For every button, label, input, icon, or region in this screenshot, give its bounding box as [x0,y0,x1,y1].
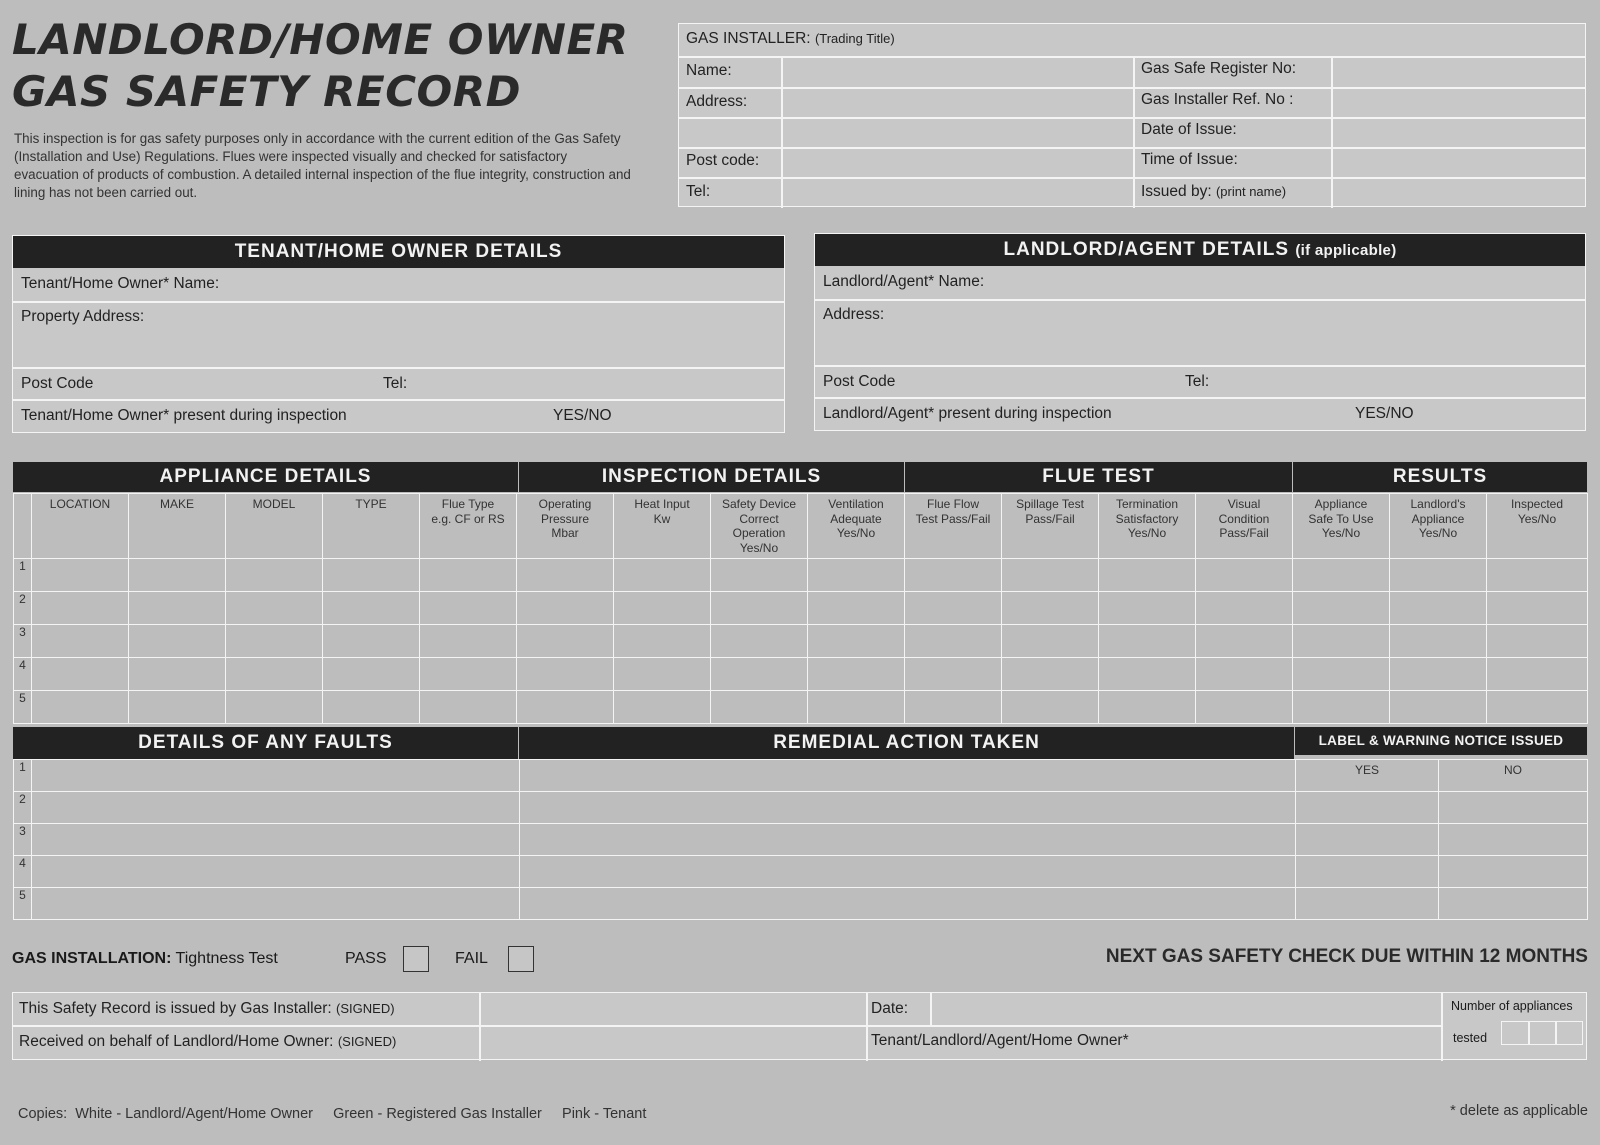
appliance-column-header [1196,494,1293,559]
next-check-notice: NEXT GAS SAFETY CHECK DUE WITHIN 12 MONTHS [1105,946,1588,967]
copy-pink: Pink - Tenant [562,1106,647,1122]
appliance-cell[interactable] [711,691,808,724]
column-header-line: Operating [538,497,592,511]
fail-checkbox[interactable] [508,946,534,972]
column-header-line: Appliance [1411,511,1465,526]
column-header-line: MODEL [252,497,296,511]
landlord-heading [815,234,1585,266]
landlord-heading-text: LANDLORD/AGENT DETAILS [1003,239,1290,260]
column-header-line: Heat Input [634,497,690,511]
label-yes-cell[interactable] [1296,792,1439,824]
appliance-cell[interactable] [226,592,323,625]
gas-installation-label: GAS INSTALLATION: [12,950,172,967]
landlord-box [814,233,1586,431]
column-header-line: Spillage Test [1016,497,1084,511]
appliance-cell[interactable] [1099,625,1196,658]
appliance-cell[interactable] [323,691,420,724]
pass-checkbox[interactable] [403,946,429,972]
tenant-present-label: Tenant/Home Owner* present during inspection [21,407,347,424]
ref-no-label: Gas Installer Ref. No : [1141,91,1294,108]
column-header-line: Pressure [540,511,590,526]
appliance-cell[interactable] [129,691,226,724]
appliance-cell[interactable] [614,559,711,592]
appliance-row [14,559,1588,592]
row-number: 2 [14,592,32,625]
appliance-cell[interactable] [1293,625,1390,658]
appliance-cell[interactable] [711,658,808,691]
appliance-cell[interactable] [1002,691,1099,724]
copy-white: White - Landlord/Agent/Home Owner [75,1106,313,1122]
fault-details-cell[interactable] [32,824,520,856]
appliance-column-header [226,494,323,559]
appliance-cell[interactable] [808,691,905,724]
column-header-line: Condition [1218,511,1270,526]
fault-details-cell[interactable] [32,856,520,888]
appliance-cell[interactable] [226,559,323,592]
column-header-line: Visual [1227,497,1261,511]
appliance-cell[interactable] [1196,625,1293,658]
column-header-line: Flue Type [441,497,495,511]
label-no-cell[interactable] [1439,824,1588,856]
appliance-cell[interactable] [1390,658,1487,691]
appliance-cell[interactable] [1390,592,1487,625]
appliance-cell[interactable] [1196,559,1293,592]
appliance-row [14,691,1588,724]
row-number: 3 [14,625,32,658]
remedial-heading: REMEDIAL ACTION TAKEN [519,727,1294,759]
appliance-column-header [1099,494,1196,559]
appliance-cell[interactable] [808,625,905,658]
column-header-line: Pass/Fail [1219,526,1269,540]
appliance-cell[interactable] [1293,592,1390,625]
column-header-line: Mbar [551,526,579,540]
tenant-postcode-label: Post Code [21,375,94,392]
tightness-test-label: Tightness Test [175,950,278,967]
appliance-column-header [808,494,905,559]
column-header-line: Safety Device [721,497,797,511]
row-number: 3 [14,824,32,856]
row-number: 5 [14,888,32,920]
copies-row [18,1106,646,1122]
landlord-tel-label: Tel: [1185,373,1210,390]
row-number: 4 [14,658,32,691]
issued-by-note: (print name) [1215,184,1287,199]
appliance-cell[interactable] [808,592,905,625]
appliance-cell[interactable] [1293,691,1390,724]
flue-test-heading: FLUE TEST [905,462,1292,492]
appliance-cell[interactable] [129,658,226,691]
appliance-cell[interactable] [1293,658,1390,691]
appliance-cell[interactable] [905,592,1002,625]
appliance-cell[interactable] [517,658,614,691]
label-warning-heading: LABEL & WARNING NOTICE ISSUED [1295,727,1587,755]
column-header-line: Operation [732,526,786,540]
remedial-action-cell[interactable] [520,824,1296,856]
appliance-cell[interactable] [1099,691,1196,724]
appliance-cell[interactable] [32,691,129,724]
row-number: 1 [14,760,32,792]
fault-details-cell[interactable] [32,888,520,920]
appliance-cell[interactable] [129,625,226,658]
tenant-heading: TENANT/HOME OWNER DETAILS [13,236,784,268]
appliance-cell[interactable] [1196,592,1293,625]
column-header-line: Adequate [830,511,882,526]
appliance-count-boxes[interactable] [1501,1021,1583,1045]
column-header-line: Correct [739,511,779,526]
appliance-cell[interactable] [614,625,711,658]
tenant-box [12,235,785,433]
appliance-cell[interactable] [1293,559,1390,592]
row-number: 1 [14,559,32,592]
fault-row [14,760,1588,792]
appliance-cell[interactable] [129,559,226,592]
appliance-column-header [905,494,1002,559]
appliance-cell[interactable] [1099,559,1196,592]
results-heading: RESULTS [1293,462,1587,492]
column-header-line: Appliance [1314,497,1368,511]
tenant-tel-label: Tel: [383,375,408,392]
received-signature-text: Received on behalf of Landlord/Home Owner: [19,1033,334,1050]
appliance-column-header [420,494,517,559]
installer-box [678,23,1586,207]
installer-name-label: Name: [686,62,732,79]
label-yes-cell[interactable] [1296,760,1439,792]
appliance-details-heading: APPLIANCE DETAILS [13,462,518,492]
appliance-cell[interactable] [808,559,905,592]
label-no-cell[interactable] [1439,856,1588,888]
label-no-cell[interactable] [1439,792,1588,824]
appliance-cell[interactable] [1487,691,1588,724]
row-number: 2 [14,792,32,824]
issued-signature-text: This Safety Record is issued by Gas Installer: [19,1000,332,1017]
appliance-cell[interactable] [129,592,226,625]
column-header-line: Yes/No [739,540,779,555]
column-header-line: Ventilation [828,497,884,511]
appliance-cell[interactable] [32,592,129,625]
appliance-cell[interactable] [323,658,420,691]
appliance-row [14,625,1588,658]
issued-signed-note: (SIGNED) [336,1001,395,1016]
appliance-cell[interactable] [420,625,517,658]
intro-text: This inspection is for gas safety purposes only in accordance with the current edition of the Gas Safety (Installation and Use) Regulations. Flues were inspected visually and checked for satisfactory evacuation of products of combustion. A detailed internal inspection of the flue integrity, construction and lining has not been carried out. [14,131,631,200]
num-appliances-label: Number of appliances [1451,999,1573,1013]
appliance-column-header [711,494,808,559]
appliance-cell[interactable] [614,691,711,724]
column-header-line: Pass/Fail [1025,511,1075,526]
remedial-action-cell[interactable] [520,888,1296,920]
installer-heading-note: (Trading Title) [814,31,895,46]
issued-by-label [1141,183,1286,201]
appliance-cell[interactable] [711,559,808,592]
landlord-postcode-label: Post Code [823,373,896,390]
column-header-line: LOCATION [49,497,111,511]
appliance-cell[interactable] [905,559,1002,592]
tested-label: tested [1453,1031,1488,1045]
appliance-cell[interactable] [32,625,129,658]
fail-label: FAIL [455,950,488,967]
column-header-line: Flue Flow [926,497,979,511]
inspection-details-heading: INSPECTION DETAILS [519,462,904,492]
column-header-line: Yes/No [1418,526,1458,540]
appliance-column-header [1002,494,1099,559]
appliance-cell[interactable] [1099,658,1196,691]
appliance-cell[interactable] [420,559,517,592]
column-header-line: Safe To Use [1308,511,1374,526]
appliance-cell[interactable] [1196,658,1293,691]
remedial-action-cell[interactable] [520,792,1296,824]
appliance-cell[interactable] [1002,559,1099,592]
appliance-cell[interactable] [905,691,1002,724]
appliance-cell[interactable] [808,658,905,691]
appliance-cell[interactable] [420,658,517,691]
label-yes-cell[interactable] [1296,888,1439,920]
appliance-row [14,592,1588,625]
property-address-label: Property Address: [21,308,145,325]
appliance-column-header [1487,494,1588,559]
landlord-name-label: Landlord/Agent* Name: [823,273,985,290]
issued-signature-label [19,1000,395,1018]
landlord-present-label: Landlord/Agent* present during inspection [823,405,1112,422]
label-no-heading: NO [1504,763,1522,777]
appliance-column-header [517,494,614,559]
appliance-cell[interactable] [711,625,808,658]
appliance-cell[interactable] [226,691,323,724]
fault-row [14,792,1588,824]
appliance-cell[interactable] [1002,658,1099,691]
pass-label: PASS [345,950,387,967]
appliance-cell[interactable] [517,691,614,724]
appliance-cell[interactable] [905,625,1002,658]
fault-row [14,824,1588,856]
column-header-line: Kw [653,511,671,526]
row-number: 4 [14,856,32,888]
installer-tel-label: Tel: [686,183,711,200]
appliance-cell[interactable] [32,658,129,691]
row-number: 5 [14,691,32,724]
tenant-name-label: Tenant/Home Owner* Name: [21,275,220,292]
fault-details-cell[interactable] [32,760,520,792]
column-header-line: Inspected [1510,497,1564,511]
column-header-line: e.g. CF or RS [431,511,505,526]
label-yes-cell[interactable] [1296,856,1439,888]
appliance-column-header [32,494,129,559]
signature-date-label: Date: [871,1000,909,1017]
issued-by-text: Issued by: [1141,183,1212,200]
appliance-cell[interactable] [420,592,517,625]
appliance-cell[interactable] [226,658,323,691]
appliance-cell[interactable] [614,592,711,625]
faults-heading: DETAILS OF ANY FAULTS [13,727,518,759]
appliance-cell[interactable] [323,559,420,592]
appliance-cell[interactable] [1196,691,1293,724]
title-line-1: LANDLORD/HOME OWNER [12,15,629,64]
fault-row [14,888,1588,920]
landlord-yes-no[interactable]: YES/NO [1355,405,1414,422]
signature-box [12,992,1587,1060]
appliance-cell[interactable] [323,625,420,658]
appliance-cell[interactable] [1487,559,1588,592]
appliance-cell[interactable] [517,559,614,592]
appliance-cell[interactable] [1099,592,1196,625]
time-issue-label: Time of Issue: [1141,151,1238,168]
appliance-cell[interactable] [1002,625,1099,658]
register-no-label: Gas Safe Register No: [1141,60,1297,77]
appliance-column-header [1390,494,1487,559]
column-header-line: Test Pass/Fail [915,511,991,526]
column-header-line: Landlord's [1410,497,1466,511]
form-title [12,14,628,118]
title-line-2: GAS SAFETY RECORD [12,67,521,116]
appliance-cell[interactable] [1390,691,1487,724]
received-signature-label [19,1033,396,1051]
appliance-cell[interactable] [517,625,614,658]
fault-row [14,856,1588,888]
row-number-header [14,494,32,559]
appliance-cell[interactable] [1487,592,1588,625]
appliance-cell[interactable] [614,658,711,691]
column-header-line: MAKE [159,497,194,511]
column-header-line: Yes/No [836,526,876,540]
appliance-header-row [14,494,1588,559]
copies-label: Copies: [18,1106,68,1122]
appliance-cell[interactable] [1487,658,1588,691]
landlord-address-label: Address: [823,306,885,323]
label-yes-heading: YES [1354,763,1379,777]
appliance-column-header [614,494,711,559]
faults-table [13,759,1588,920]
received-signed-note: (SIGNED) [337,1034,397,1049]
delete-note: * delete as applicable [1450,1103,1588,1119]
appliance-cell[interactable] [323,592,420,625]
appliance-table [13,493,1588,724]
column-header-line: Yes/No [1321,526,1361,540]
appliance-cell[interactable] [420,691,517,724]
column-header-line: Termination [1115,497,1179,511]
appliance-cell[interactable] [1002,592,1099,625]
remedial-action-cell[interactable] [520,760,1296,792]
label-yes-cell[interactable] [1296,824,1439,856]
column-header-line: Yes/No [1127,526,1167,540]
appliance-cell[interactable] [226,625,323,658]
tightness-test-row [12,950,278,968]
appliance-column-header [129,494,226,559]
appliance-cell[interactable] [1390,559,1487,592]
appliance-column-header [323,494,420,559]
appliance-cell[interactable] [1390,625,1487,658]
appliance-cell[interactable] [517,592,614,625]
remedial-action-cell[interactable] [520,856,1296,888]
appliance-cell[interactable] [711,592,808,625]
signature-parties-label: Tenant/Landlord/Agent/Home Owner* [871,1032,1129,1049]
copy-green: Green - Registered Gas Installer [333,1106,542,1122]
appliance-column-header [1293,494,1390,559]
label-no-cell[interactable] [1439,888,1588,920]
label-no-cell[interactable] [1439,760,1588,792]
appliance-row [14,658,1588,691]
column-header-line: TYPE [355,497,387,511]
installer-heading-label: GAS INSTALLER: [686,30,811,47]
column-header-line: Yes/No [1517,511,1557,526]
appliance-cell[interactable] [905,658,1002,691]
tenant-yes-no[interactable]: YES/NO [553,407,612,424]
date-issue-label: Date of Issue: [1141,121,1237,138]
installer-address-label: Address: [686,93,748,110]
appliance-cell[interactable] [1487,625,1588,658]
appliance-cell[interactable] [32,559,129,592]
fault-details-cell[interactable] [32,792,520,824]
installer-heading [686,30,895,48]
installer-postcode-label: Post code: [686,152,760,169]
column-header-line: Satisfactory [1115,511,1179,526]
landlord-heading-note: (if applicable) [1295,242,1397,259]
